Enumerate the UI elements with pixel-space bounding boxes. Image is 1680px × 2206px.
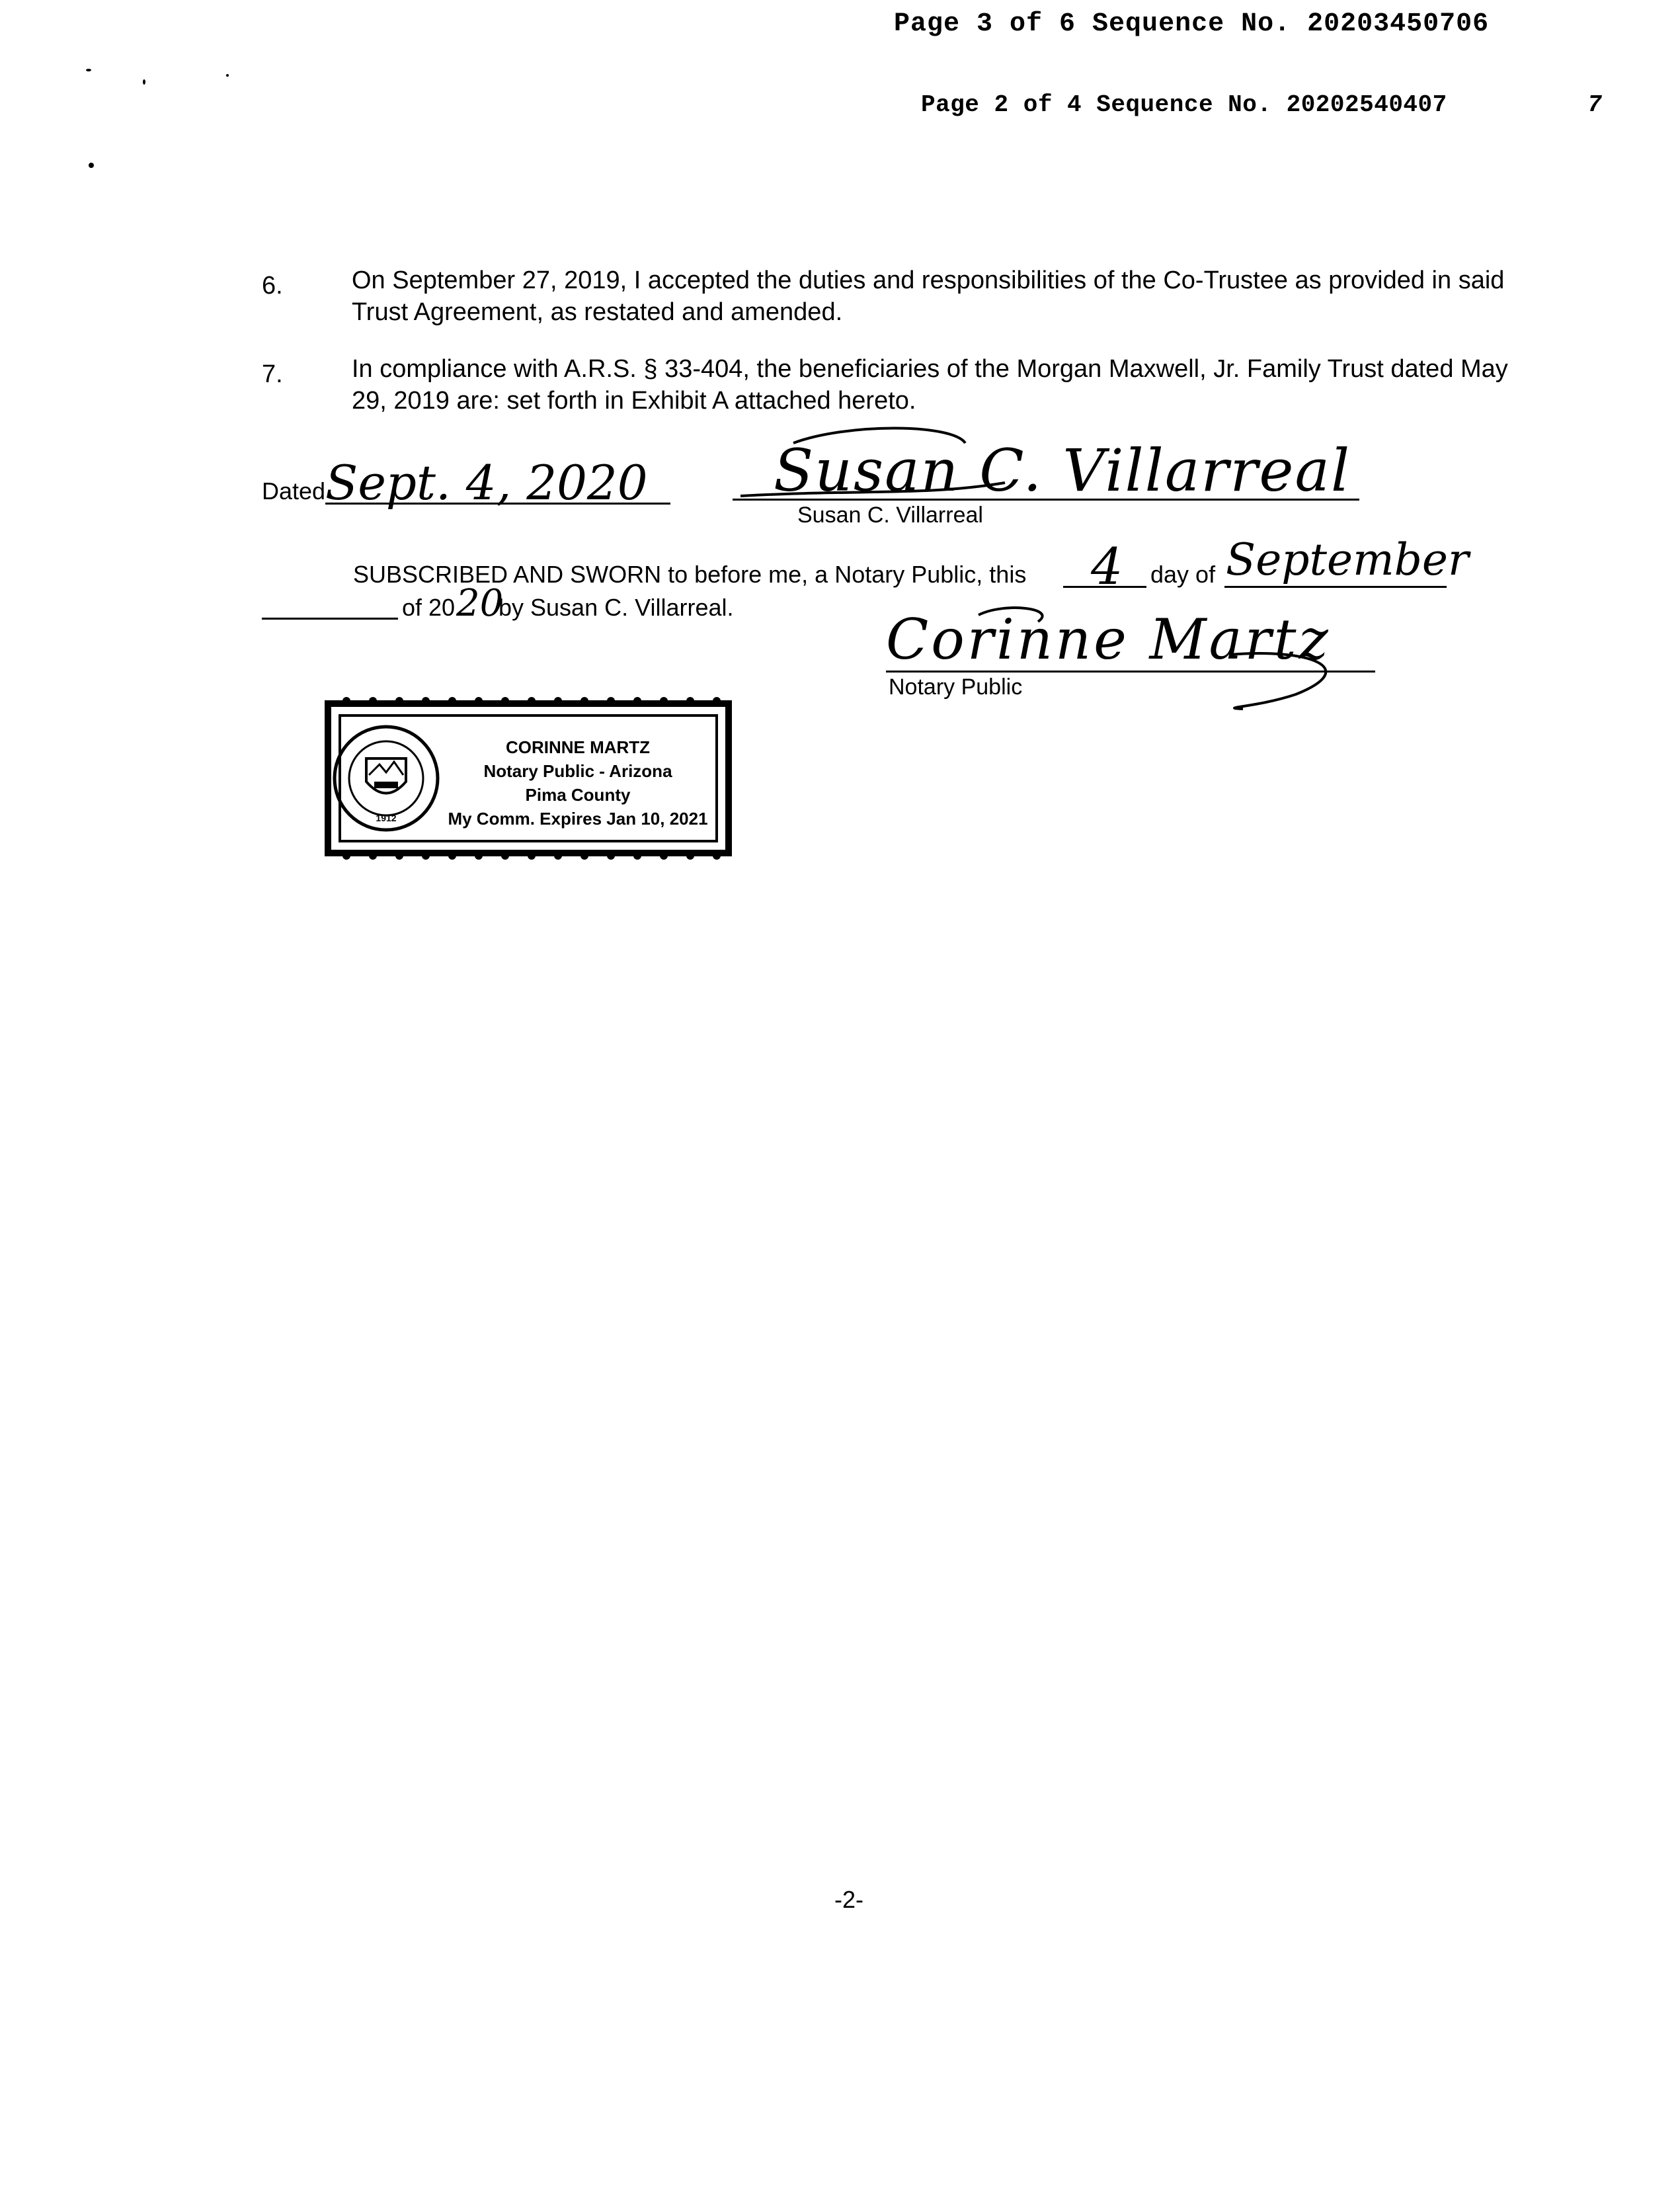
arizona-state-seal-icon — [335, 727, 438, 830]
scan-speck — [143, 79, 145, 85]
item-text: On September 27, 2019, I accepted the duties and responsibilities of the Co-Trustee as provided in said Trust Agreement, as restated and amended. — [352, 266, 1505, 326]
trustee-printed-name: Susan C. Villarreal — [797, 503, 983, 528]
page-number: -2- — [834, 1886, 863, 1913]
trustee-signature: Susan C. Villarreal — [774, 436, 1351, 505]
scan-speck — [226, 74, 229, 77]
jurat-day-handwritten: 4 — [1091, 537, 1123, 596]
jurat-text-part3: of 20 — [402, 594, 456, 621]
notary-flourish-icon — [886, 595, 1388, 727]
jurat-month-handwritten: September — [1226, 534, 1469, 585]
notary-public-label: Notary Public — [889, 674, 1023, 700]
jurat-blank-rule — [262, 618, 398, 620]
jurat-text-part2: day of — [1150, 561, 1216, 588]
header-sequence-line-1: Page 3 of 6 Sequence No. 20203450706 — [894, 9, 1490, 39]
signature-flourish-icon — [727, 417, 1375, 516]
handwritten-date: Sept. 4, 2020 — [325, 455, 648, 511]
jurat-text-part4: by Susan C. Villarreal. — [499, 594, 734, 621]
notary-signature: Corinne Martz — [886, 607, 1331, 672]
scan-speck — [89, 163, 94, 168]
scan-speck — [86, 69, 91, 71]
jurat-text-part1: SUBSCRIBED AND SWORN to before me, a Notary Public, this — [353, 561, 1027, 588]
jurat-year-handwritten: 20 — [456, 582, 504, 625]
dated-label: Dated — [262, 477, 326, 505]
stamp-notary-title: Notary Public - Arizona — [483, 761, 672, 781]
item-number: 6. — [262, 272, 283, 300]
notary-stamp — [320, 696, 737, 861]
item-text: In compliance with A.R.S. § 33-404, the beneficiaries of the Morgan Maxwell, Jr. Family Trust dated May 29, 2019 are: set forth in Exhibit A attached hereto. — [352, 355, 1508, 415]
item-number: 7. — [262, 360, 283, 388]
svg-text:1912: 1912 — [376, 813, 397, 823]
stamp-notary-name: CORINNE MARTZ — [505, 737, 651, 757]
stamp-county: Pima County — [525, 785, 631, 805]
header-sequence-line-2: Page 2 of 4 Sequence No. 20202540407 — [921, 91, 1447, 118]
corner-mark: 7 — [1587, 91, 1602, 118]
stamp-expiration: My Comm. Expires Jan 10, 2021 — [448, 809, 708, 829]
stamp-text-block — [432, 735, 723, 831]
jurat-month-rule — [1224, 586, 1447, 588]
